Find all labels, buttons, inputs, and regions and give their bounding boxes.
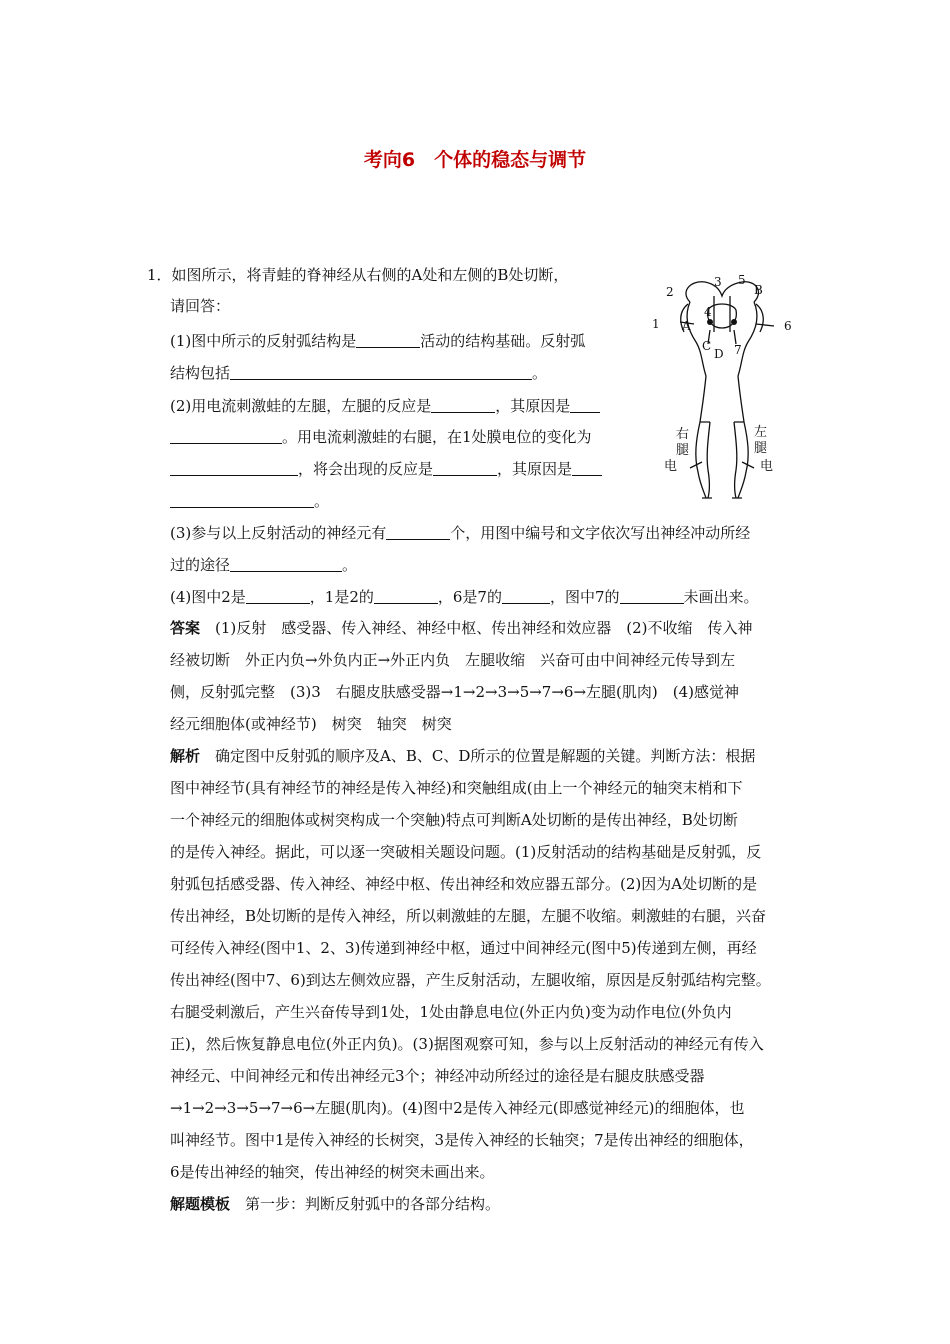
part4-text-e: 未画出来。 [683, 588, 759, 606]
analysis-line-3: 一个神经元的细胞体或树突构成一个突触)特点可判断A处切断的是传出神经，B处切断 [170, 811, 738, 829]
blank [170, 461, 298, 476]
part3-text-b: 个，用图中编号和文字依次写出神经冲动所经 [450, 524, 751, 542]
label-4: 4 [704, 305, 712, 319]
template-text: 第一步：判断反射弧中的各部分结构。 [245, 1195, 501, 1213]
part4-text-a: (4)图中2是 [170, 588, 246, 606]
part2-line-2 [170, 429, 592, 445]
label-a: A [682, 319, 691, 333]
analysis-line-13: 叫神经节。图中1是传入神经的长树突，3是传入神经的长轴突；7是传出神经的细胞体， [170, 1131, 754, 1149]
blank [620, 589, 684, 604]
part4-line [170, 589, 759, 605]
analysis-line-11: 神经元、中间神经元和传出神经元3个；神经冲动所经过的途径是右腿皮肤感受器 [170, 1067, 705, 1085]
part3-text-d: 。 [342, 556, 358, 574]
label-7: 7 [734, 343, 742, 357]
part1-line-2 [170, 365, 547, 381]
part1-text-a: (1)图中所示的反射弧结构是 [170, 332, 357, 350]
label-1: 1 [652, 317, 660, 331]
answer-label: 答案 [170, 619, 201, 637]
question-stem-text: 如图所示，将青蛙的脊神经从右侧的A处和左侧的B处切断， [171, 266, 569, 284]
analysis-line-8: 传出神经(图中7、6)到达左侧效应器，产生反射活动，左腿收缩，原因是反射弧结构完整。 [170, 971, 771, 989]
part2-text-f: 。 [314, 492, 330, 510]
analysis-line-6: 传出神经，B处切断的是传入神经，所以刺激蛙的左腿，左腿不收缩。刺激蛙的右腿，兴奋 [170, 907, 767, 925]
analysis-line-4: 的是传入神经。据此，可以逐一突破相关题设问题。(1)反射活动的结构基础是反射弧，反 [170, 843, 762, 861]
answer-line-1 [170, 621, 753, 636]
part1-text-b: 活动的结构基础。反射弧 [420, 332, 586, 350]
page-title: 考向6 个体的稳态与调节 [363, 149, 587, 171]
analysis-text: 确定图中反射弧的顺序及A、B、C、D所示的位置是解题的关键。判断方法：根据 [215, 747, 756, 765]
blank [230, 557, 342, 572]
answer-line-2: 经被切断 外正内负→外负内正→外正内负 左腿收缩 兴奋可由中间神经元传导到左 [170, 651, 736, 669]
analysis-line-1 [170, 749, 755, 764]
blank [572, 461, 602, 476]
diagram-labels [652, 273, 792, 474]
label-5: 5 [738, 273, 746, 287]
answer-line-3: 侧，反射弧完整 (3)3 右腿皮肤感受器→1→2→3→5→7→6→左腿(肌肉) (4)感觉神 [170, 683, 739, 701]
question-number: 1． [147, 266, 172, 284]
analysis-line-7: 可经传入神经(图中1、2、3)传递到神经中枢，通过中间神经元(图中5)传递到左侧，再经 [170, 939, 757, 957]
part2-line-3 [170, 461, 602, 477]
part2-line-4 [170, 493, 329, 509]
right-leg-char-3: 电 [664, 459, 678, 474]
blank [230, 365, 532, 380]
left-leg-char-1: 左 [754, 425, 768, 440]
part3-line-2 [170, 557, 357, 573]
analysis-line-9: 右腿受刺激后，产生兴奋传导到1处，1处由静息电位(外正内负)变为动作电位(外负内 [170, 1003, 732, 1021]
right-leg-char-1: 右 [676, 427, 690, 442]
part1-line-1 [170, 333, 585, 349]
question-stem-line-1 [147, 268, 568, 283]
label-3: 3 [714, 275, 722, 289]
part2-text-e: ，其原因是 [497, 460, 573, 478]
part4-text-b: ，1是2的 [309, 588, 374, 606]
answer-line-4: 经元细胞体(或神经节) 树突 轴突 树突 [170, 715, 452, 733]
label-2: 2 [666, 285, 674, 299]
part2-text-b: ，其原因是 [495, 397, 571, 415]
answer-text: (1)反射 感受器、传入神经、神经中枢、传出神经和效应器 (2)不收缩 传入神 [215, 619, 753, 637]
analysis-line-5: 射弧包括感受器、传入神经、神经中枢、传出神经和效应器五部分。(2)因为A处切断的是 [170, 875, 758, 893]
blank [433, 461, 497, 476]
analysis-line-14: 6是传出神经的轴突，传出神经的树突未画出来。 [170, 1163, 495, 1181]
left-leg-char-2: 腿 [754, 441, 768, 456]
part2-text-c: 。用电流刺激蛙的右腿，在1处膜电位的变化为 [282, 428, 592, 446]
label-c: C [702, 339, 712, 353]
right-leg-char-2: 腿 [676, 443, 690, 458]
blank [246, 589, 310, 604]
label-6: 6 [784, 319, 792, 333]
question-stem-line-2: 请回答： [170, 297, 231, 315]
analysis-line-12: →1→2→3→5→7→6→左腿(肌肉)。(4)图中2是传入神经元(即感觉神经元)的细胞体，也 [170, 1099, 745, 1117]
analysis-line-2: 图中神经节(具有神经节的神经是传入神经)和突触组成(由上一个神经元的轴突末梢和下 [170, 779, 743, 797]
template-label: 解题模板 [170, 1195, 231, 1213]
blank [386, 525, 450, 540]
blank [374, 589, 438, 604]
label-b: B [754, 283, 763, 297]
blank [570, 398, 600, 413]
blank [502, 589, 550, 604]
template-line [170, 1197, 500, 1212]
blank [170, 429, 282, 444]
part1-text-d: 。 [532, 364, 548, 382]
analysis-label: 解析 [170, 747, 201, 765]
part2-text-a: (2)用电流刺激蛙的左腿，左腿的反应是 [170, 397, 432, 415]
part3-line-1 [170, 525, 750, 541]
part4-text-d: ，图中7的 [549, 588, 620, 606]
part1-text-c: 结构包括 [170, 364, 231, 382]
part2-text-d: ，将会出现的反应是 [298, 460, 434, 478]
label-d: D [714, 347, 724, 361]
part2-line-1 [170, 398, 600, 414]
part3-text-a: (3)参与以上反射活动的神经元有 [170, 524, 387, 542]
analysis-line-10: 正)，然后恢复静息电位(外正内负)。(3)据图观察可知，参与以上反射活动的神经元有传入 [170, 1035, 764, 1053]
part4-text-c: ，6是7的 [437, 588, 502, 606]
blank [170, 493, 314, 508]
part3-text-c: 过的途径 [170, 556, 231, 574]
blank [431, 398, 495, 413]
blank [356, 333, 420, 348]
left-leg-char-3: 电 [760, 459, 774, 474]
reflex-arc-diagram [650, 272, 795, 504]
